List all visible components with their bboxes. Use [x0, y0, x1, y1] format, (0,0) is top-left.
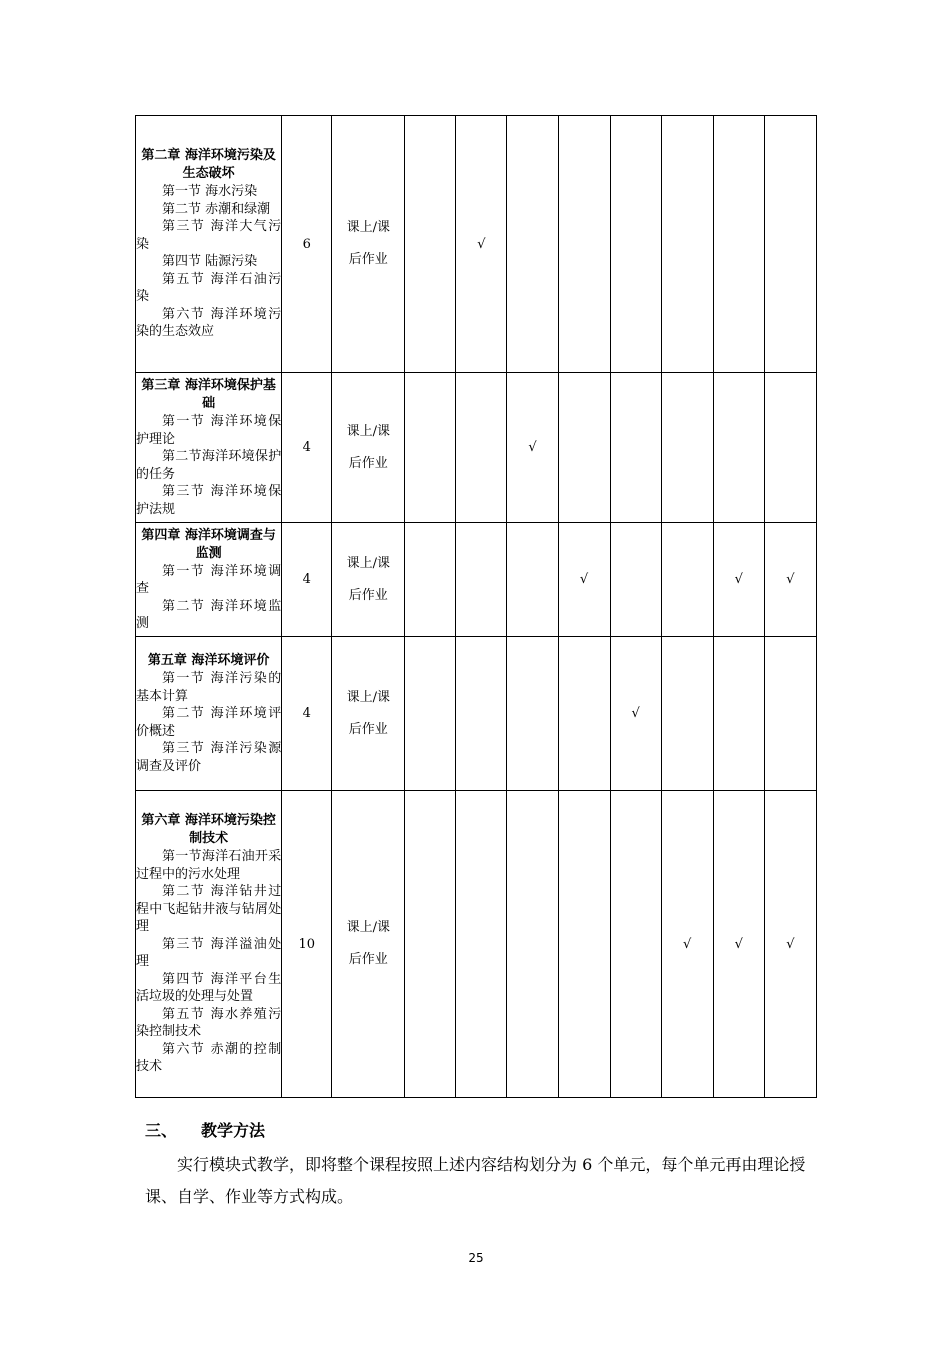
method-line: 课上/课	[346, 555, 390, 571]
page-number: 25	[468, 1251, 484, 1265]
chapter-cell	[136, 637, 282, 791]
chapter-title: 第五章 海洋环境评价	[147, 653, 270, 668]
hours-cell: 10	[282, 791, 332, 1098]
chapter-title: 第二章 海洋环境污染及生态破坏	[141, 148, 276, 182]
chapter-cell	[136, 523, 282, 637]
check-cell	[507, 791, 558, 1098]
check-cell	[405, 637, 456, 791]
check-cell: √	[507, 373, 558, 523]
check-cell	[610, 373, 661, 523]
hours-cell: 4	[282, 373, 332, 523]
chapter-cell	[136, 373, 282, 523]
hours-cell: 4	[282, 523, 332, 637]
check-cell	[405, 523, 456, 637]
check-cell: √	[764, 791, 816, 1098]
check-cell	[558, 116, 610, 373]
check-cell	[405, 791, 456, 1098]
check-cell	[764, 637, 816, 791]
check-cell: √	[764, 523, 816, 637]
check-cell	[713, 116, 764, 373]
curriculum-table	[135, 115, 817, 1098]
section-heading	[145, 1118, 265, 1141]
section-item: 第一节 海洋环境调查	[136, 563, 282, 596]
section-item: 第三节 海洋环境保护法规	[136, 484, 282, 517]
section-item: 第四节 陆源污染	[162, 254, 258, 270]
section-item: 第一节 海水污染	[162, 184, 258, 200]
method-line: 后作业	[348, 721, 388, 737]
method-cell	[332, 637, 405, 791]
teaching-method-paragraph: 实行模块式教学，即将整个课程按照上述内容结构划分为 6 个单元，每个单元再由理论授课、自学、作业等方式构成。	[145, 1155, 806, 1206]
table-row	[136, 637, 817, 791]
section-item: 第五节 海水养殖污染控制技术	[136, 1006, 282, 1040]
method-line: 课上/课	[346, 423, 390, 439]
hours-cell: 4	[282, 637, 332, 791]
method-line: 课上/课	[346, 220, 390, 235]
method-cell	[332, 373, 405, 523]
section-item: 第一节海洋石油开采过程中的污水处理	[136, 849, 282, 882]
method-line: 课上/课	[346, 920, 390, 935]
section-number: 三、	[145, 1121, 178, 1140]
check-cell: √	[610, 637, 661, 791]
chapter-title: 第六章 海洋环境污染控制技术	[141, 813, 276, 847]
check-cell	[610, 791, 661, 1098]
table-row	[136, 791, 817, 1098]
method-line: 后作业	[348, 455, 388, 471]
section-item: 第二节 赤潮和绿潮	[162, 201, 271, 217]
check-cell	[456, 791, 507, 1098]
chapter-title: 第三章 海洋环境保护基础	[141, 378, 276, 411]
section-item: 第一节 海洋污染的基本计算	[136, 671, 282, 704]
method-line: 后作业	[348, 587, 388, 603]
check-cell	[507, 637, 558, 791]
section-item: 第六节 海洋环境污染的生态效应	[136, 306, 282, 340]
chapter-cell	[136, 116, 282, 373]
method-cell	[332, 791, 405, 1098]
check-cell	[456, 523, 507, 637]
hours-cell: 6	[282, 116, 332, 373]
check-cell	[456, 373, 507, 523]
check-cell: √	[456, 116, 507, 373]
check-cell	[713, 373, 764, 523]
check-cell	[661, 637, 713, 791]
chapter-cell	[136, 791, 282, 1098]
check-cell	[610, 116, 661, 373]
check-cell: √	[713, 523, 764, 637]
section-item: 第二节 海洋环境评价概述	[136, 706, 282, 739]
check-cell	[405, 373, 456, 523]
method-cell	[332, 116, 405, 373]
method-cell	[332, 523, 405, 637]
check-cell	[405, 116, 456, 373]
chapter-title: 第四章 海洋环境调查与监测	[141, 527, 276, 561]
check-cell: √	[558, 523, 610, 637]
section-item: 第五节 海洋石油污染	[136, 271, 282, 305]
check-cell	[661, 523, 713, 637]
section-item: 第二节 海洋钻井过程中飞起钻井液与钻屑处理	[136, 884, 282, 935]
method-line: 课上/课	[346, 689, 390, 705]
table-row	[136, 373, 817, 523]
section-item: 第三节 海洋溢油处理	[136, 936, 282, 970]
section-item: 第六节 赤潮的控制技术	[136, 1041, 282, 1075]
check-cell	[558, 373, 610, 523]
check-cell: √	[661, 791, 713, 1098]
check-cell: √	[713, 791, 764, 1098]
check-cell	[558, 637, 610, 791]
section-title: 教学方法	[201, 1121, 266, 1140]
table-row	[136, 523, 817, 637]
check-cell	[456, 637, 507, 791]
check-cell	[558, 791, 610, 1098]
check-cell	[764, 116, 816, 373]
check-cell	[764, 373, 816, 523]
section-item: 第二节海洋环境保护的任务	[136, 449, 282, 482]
method-line: 后作业	[348, 252, 388, 267]
check-cell	[610, 523, 661, 637]
curriculum-table-body	[136, 116, 817, 1098]
method-line: 后作业	[348, 952, 388, 967]
check-cell	[713, 637, 764, 791]
check-cell	[661, 373, 713, 523]
table-row	[136, 116, 817, 373]
section-item: 第三节 海洋污染源调查及评价	[136, 741, 282, 774]
check-cell	[661, 116, 713, 373]
section-item: 第二节 海洋环境监测	[136, 598, 282, 631]
section-item: 第四节 海洋平台生活垃圾的处理与处置	[136, 971, 282, 1005]
check-cell	[507, 116, 558, 373]
section-item: 第一节 海洋环境保护理论	[136, 414, 282, 447]
check-cell	[507, 523, 558, 637]
section-item: 第三节 海洋大气污染	[136, 219, 282, 252]
